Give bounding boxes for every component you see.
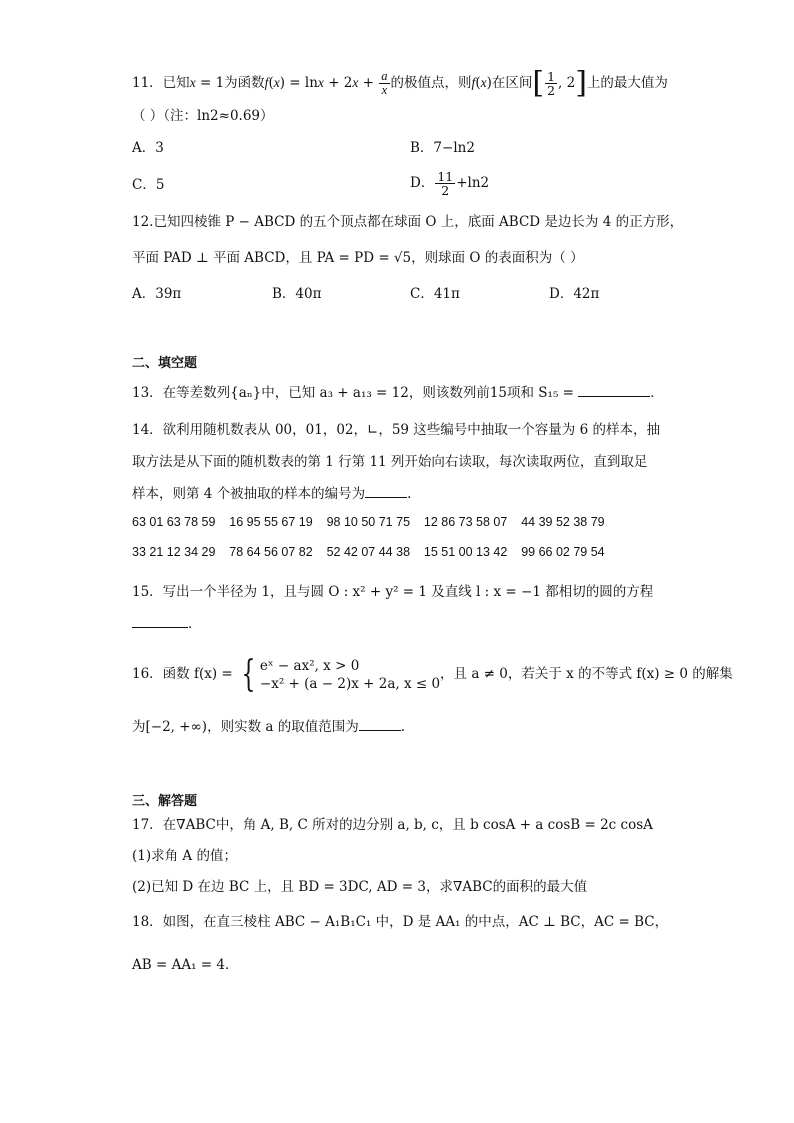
q18-line1: 18．如图，在直三棱柱 ABC − A₁B₁C₁ 中，D 是 AA₁ 的中点，AC ⊥ BC，AC = BC， <box>132 914 669 930</box>
q11-stem: 11．已知x = 1为函数f(x) = lnx + 2x + $\frac{a}{x}$ 的极值点，则f(x)在区间[ $\frac{1}{2}$ , 2]上的最大值为 <box>132 65 668 101</box>
q16-answer-blank <box>359 718 401 731</box>
q12-option-a: A．39π <box>132 286 182 302</box>
q12-line2: 平面 PAD ⊥ 平面 ABCD，且 PA = PD = √5，则球面 O 的表面积为（ ） <box>132 250 584 266</box>
q17-part1: (1)求角 A 的值； <box>132 848 237 864</box>
q11-note: （ ）（注：ln2≈0.69） <box>132 108 274 124</box>
q16-line2: 为[−2, +∞)，则实数 a 的取值范围为 . <box>132 719 406 735</box>
q15-line2: ． <box>132 614 202 634</box>
q11-option-b: B．7−ln2 <box>410 140 475 156</box>
q15-answer-blank <box>132 615 188 628</box>
q14-line2: 取方法是从下面的随机数表的第 1 行第 11 列开始向右读取，每次读取两位，直到取足 <box>132 454 648 470</box>
q13-answer-blank <box>578 384 650 397</box>
q12-line1: 12.已知四棱锥 P − ABCD 的五个顶点都在球面 O 上，底面 ABCD 是边长为 4 的正方形， <box>132 214 684 230</box>
q16-line1: 16．函数 f(x) = { eˣ − ax², x > 0 −x² + (a − 2)x + 2a, x ≤ 0 ，且 a ≠ 0，若关于 x 的不等式 f(x) ≥ 0 的解集 <box>132 653 733 695</box>
random-table-row-1: 63 01 63 78 59 16 95 55 67 19 98 10 50 71 75 12 86 73 58 07 44 39 52 38 79 <box>132 515 605 529</box>
q14-answer-blank <box>365 485 407 498</box>
piecewise-brace: { <box>241 653 256 695</box>
q11-option-d: D． $\frac{11}{2}$ +ln2 <box>410 169 490 198</box>
section-solution-heading: 三、解答题 <box>132 794 198 809</box>
piecewise-cases: eˣ − ax², x > 0 −x² + (a − 2)x + 2a, x ≤ 0 <box>259 657 441 692</box>
q12-option-b: B．40π <box>272 286 322 302</box>
q18-line2: AB = AA₁ = 4． <box>132 957 239 973</box>
random-table-row-2: 33 21 12 34 29 78 64 56 07 82 52 42 07 44 38 15 51 00 13 42 99 66 02 79 54 <box>132 545 605 559</box>
q11-option-a: A．3 <box>132 140 164 156</box>
q14-line1: 14．欲利用随机数表从 00，01，02，∟，59 这些编号中抽取一个容量为 6 的样本，抽 <box>132 422 660 438</box>
q15-line1: 15．写出一个半径为 1，且与圆 O : x² + y² = 1 及直线 l : x = −1 都相切的圆的方程 <box>132 584 654 600</box>
q13: 13．在等差数列{aₙ}中，已知 a₃ + a₁₃ = 12，则该数列前15项和 S₁₅ = ． <box>132 385 664 401</box>
q12-option-c: C．41π <box>410 286 460 302</box>
q11-option-c: C．5 <box>132 177 165 193</box>
q17-line1: 17．在∇ABC中，角 A, B, C 所对的边分别 a, b, c，且 b cosA + a cosB = 2c cosA <box>132 817 653 833</box>
section-fill-in-blank-heading: 二、填空题 <box>132 356 198 371</box>
q14-line3: 样本，则第 4 个被抽取的样本的编号为 . <box>132 486 412 502</box>
q12-option-d: D．42π <box>549 286 600 302</box>
q17-part2: (2)已知 D 在边 BC 上，且 BD = 3DC, AD = 3，求∇ABC的面积的最大值 <box>132 879 588 895</box>
